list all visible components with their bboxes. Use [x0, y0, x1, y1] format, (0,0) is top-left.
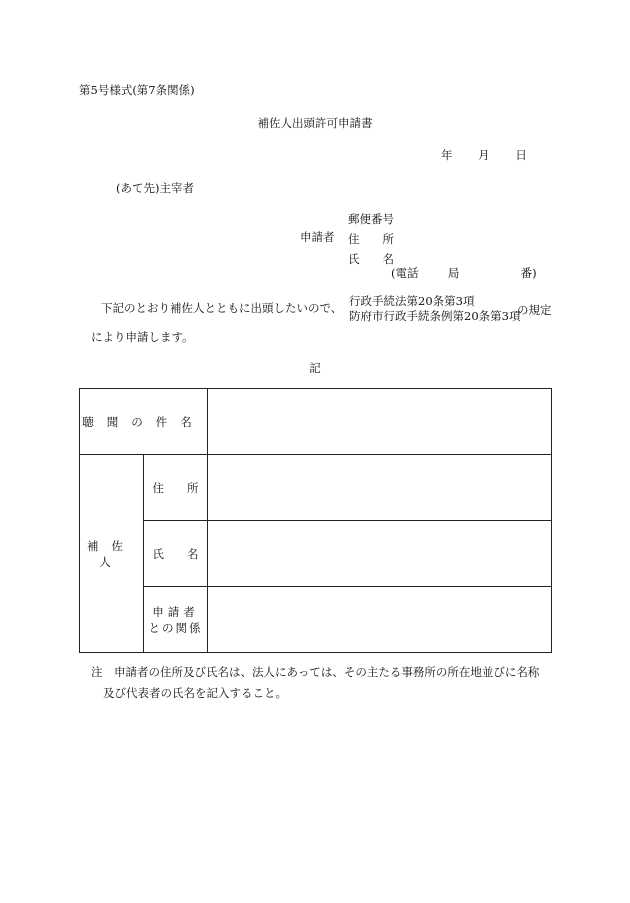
addressee: (あて先)主宰者 — [116, 181, 194, 195]
applicant-fields — [348, 209, 394, 269]
phone-bureau: 局 — [447, 266, 460, 280]
date-month-label: 月 — [478, 148, 490, 162]
date-line — [441, 147, 527, 163]
date-day-label: 日 — [515, 148, 527, 162]
assistant-name-label: 氏 名 — [144, 521, 208, 587]
relation-field[interactable] — [208, 587, 552, 653]
table-row — [80, 389, 552, 455]
assistant-name-field[interactable] — [208, 521, 552, 587]
applicant-name-label: 氏 名 — [348, 252, 394, 266]
phone-open: (電話 — [391, 266, 419, 280]
assistant-address-label: 住 所 — [144, 455, 208, 521]
document-title: 補佐人出頭許可申請書 — [257, 116, 373, 130]
law-ref-2: 防府市行政手続条例第20条第3項 — [349, 309, 521, 323]
relation-label — [144, 587, 208, 653]
law-ref-1: 行政手続法第20条第3項 — [349, 294, 475, 308]
footnote-line2: 及び代表者の氏名を記入すること。 — [103, 686, 287, 700]
applicant-label: 申請者 — [300, 230, 335, 244]
ki-mark: 記 — [309, 361, 321, 375]
hearing-case-label: 聴聞の件名 — [80, 389, 208, 455]
phone-number: 番) — [520, 266, 537, 280]
postal-code-label: 郵便番号 — [348, 212, 394, 226]
date-year-label: 年 — [441, 148, 453, 162]
table-row — [80, 521, 552, 587]
body-lead: 下記のとおり補佐人とともに出頭したいので、 — [101, 301, 343, 315]
hearing-case-field[interactable] — [208, 389, 552, 455]
applicant-address-label: 住 所 — [348, 232, 394, 246]
assistant-label: 補佐人 — [80, 455, 144, 653]
law-references — [349, 294, 520, 324]
footnote-line1: 注 申請者の住所及び氏名は、法人にあっては、その主たる事務所の所在地並びに名称 — [91, 665, 540, 679]
footnote — [91, 662, 561, 704]
relation-label-line2: との関係 — [148, 620, 203, 635]
relation-label-line1: 申請者 — [152, 604, 199, 619]
table-row — [80, 455, 552, 521]
assistant-address-field[interactable] — [208, 455, 552, 521]
request-table — [79, 388, 552, 653]
phone-line — [391, 265, 537, 281]
law-suffix: の規定 — [517, 303, 552, 317]
form-number: 第5号様式(第7条関係) — [79, 83, 195, 97]
table-row — [80, 587, 552, 653]
body-continuation: により申請します。 — [91, 330, 194, 344]
